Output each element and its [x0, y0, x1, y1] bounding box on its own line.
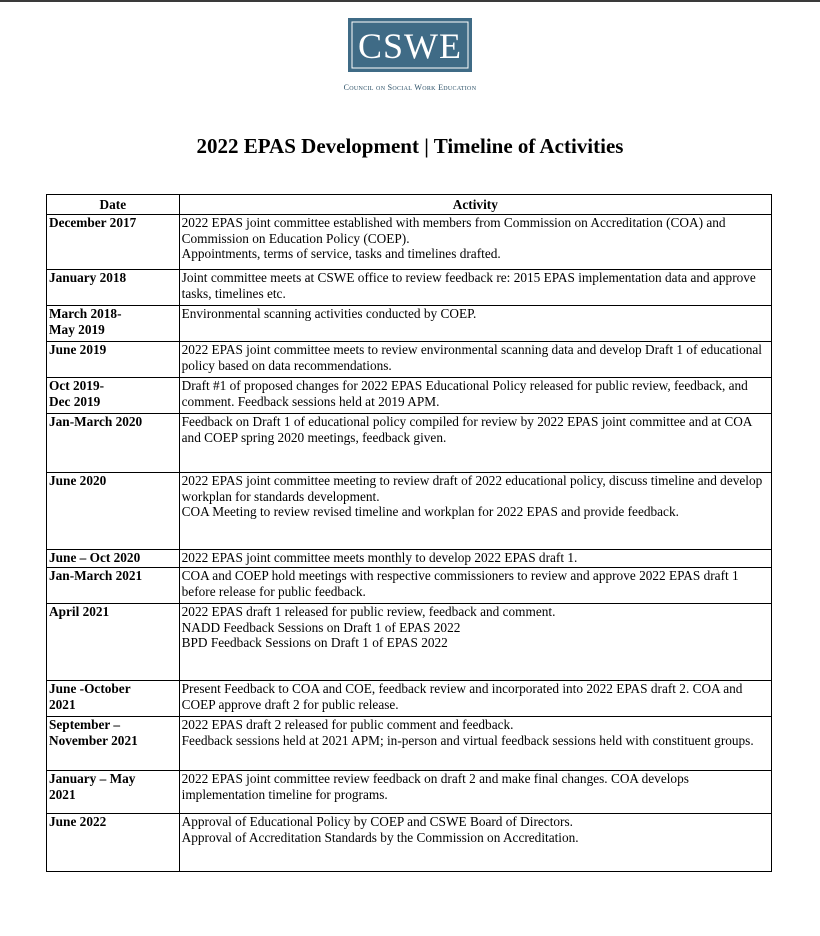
table-row	[47, 342, 772, 378]
date-line: January 2018	[49, 270, 127, 285]
date-line: Jan-March 2020	[49, 414, 143, 429]
table-row	[47, 215, 772, 270]
activity-cell	[179, 215, 771, 270]
date-line: Jan-March 2021	[49, 568, 143, 583]
date-line: June – Oct 2020	[49, 550, 141, 565]
top-border	[0, 0, 820, 2]
date-cell	[47, 414, 180, 473]
activity-cell	[179, 270, 771, 306]
activity-cell	[179, 814, 771, 872]
activity-line: BPD Feedback Sessions on Draft 1 of EPAS 2022	[181, 635, 448, 650]
logo-subtitle: Council on Social Work Education	[343, 83, 477, 92]
date-line: June 2019	[49, 342, 107, 357]
date-cell	[47, 473, 180, 550]
activity-cell	[179, 378, 771, 414]
activity-line: NADD Feedback Sessions on Draft 1 of EPAS 2022	[181, 619, 461, 635]
activity-line: Feedback sessions held at 2021 APM; in-person and virtual feedback sessions held with constituent groups.	[181, 732, 754, 748]
date-line: Oct 2019-	[49, 378, 105, 393]
logo-header	[0, 18, 820, 92]
activity-line: 2022 EPAS draft 2 released for public comment and feedback.	[181, 717, 514, 732]
date-cell	[47, 681, 180, 717]
activity-line: Feedback on Draft 1 of educational policy compiled for review by 2022 EPAS joint committee and at COA and COEP spring 2020 meetings, feedback given.	[181, 414, 752, 445]
activity-line: Environmental scanning activities conducted by COEP.	[181, 306, 477, 321]
activity-cell	[179, 681, 771, 717]
page-title: 2022 EPAS Development | Timeline of Activities	[196, 134, 624, 158]
table-row	[47, 771, 772, 814]
date-line: Dec 2019	[49, 393, 101, 409]
activity-cell	[179, 414, 771, 473]
date-line: September –	[49, 717, 121, 732]
activity-line: COA Meeting to review revised timeline and workplan for 2022 EPAS and provide feedback.	[181, 504, 679, 519]
activity-line: 2022 EPAS joint committee meets to review environmental scanning data and develop Draft 1 of educational policy based on data recommendations.	[181, 342, 762, 373]
table-row	[47, 568, 772, 604]
table-body	[47, 215, 772, 872]
date-line: June 2022	[49, 814, 107, 829]
timeline-table	[46, 194, 772, 872]
activity-line: Appointments, terms of service, tasks and timelines drafted.	[181, 246, 501, 261]
activity-cell	[179, 550, 771, 568]
date-line: 2021	[49, 786, 76, 802]
table-row	[47, 378, 772, 414]
date-line: 2021	[49, 696, 76, 712]
logo-graphic	[348, 18, 472, 72]
date-line: December 2017	[49, 215, 137, 230]
activity-line: Present Feedback to COA and COE, feedback review and incorporated into 2022 EPAS draft 2. COA and COEP approve draft 2 for public release.	[181, 681, 743, 712]
table-row	[47, 270, 772, 306]
date-line: May 2019	[49, 321, 105, 337]
activity-cell	[179, 717, 771, 771]
activity-line: Draft #1 of proposed changes for 2022 EPAS Educational Policy released for public review, feedback, and comment. Feedback sessions held at 2019 APM.	[181, 378, 748, 409]
activity-line: 2022 EPAS joint committee established with members from Commission on Accreditation (COA) and Commission on Education Policy (COEP).	[181, 215, 726, 246]
activity-cell	[179, 771, 771, 814]
table-row	[47, 681, 772, 717]
date-cell	[47, 568, 180, 604]
activity-cell	[179, 568, 771, 604]
table-row	[47, 473, 772, 550]
table-row	[47, 717, 772, 771]
table-row	[47, 414, 772, 473]
cswe-logo	[348, 18, 472, 72]
logo-text: CSWE	[357, 26, 463, 66]
activity-cell	[179, 473, 771, 550]
table-row	[47, 550, 772, 568]
date-cell	[47, 342, 180, 378]
activity-line: 2022 EPAS draft 1 released for public review, feedback and comment.	[181, 604, 556, 619]
table-row	[47, 306, 772, 342]
activity-line: Approval of Accreditation Standards by the Commission on Accreditation.	[181, 829, 579, 845]
date-line: April 2021	[49, 604, 110, 619]
date-cell	[47, 771, 180, 814]
date-cell	[47, 717, 180, 771]
activity-cell	[179, 604, 771, 681]
date-cell	[47, 814, 180, 872]
date-cell	[47, 378, 180, 414]
activity-line: 2022 EPAS joint committee review feedback on draft 2 and make final changes. COA develops implementation timeline for programs.	[181, 771, 689, 802]
date-cell	[47, 215, 180, 270]
table-header-row	[47, 195, 772, 215]
table-row	[47, 814, 772, 872]
activity-line: 2022 EPAS joint committee meeting to review draft of 2022 educational policy, discuss timeline and develop workplan for standards development.	[181, 473, 763, 504]
header-activity: Activity	[179, 195, 771, 215]
date-line: November 2021	[49, 732, 138, 748]
header-date: Date	[47, 195, 180, 215]
activity-cell	[179, 306, 771, 342]
activity-cell	[179, 342, 771, 378]
date-cell	[47, 306, 180, 342]
date-cell	[47, 550, 180, 568]
activity-line: COA and COEP hold meetings with respective commissioners to review and approve 2022 EPAS draft 1 before release for public feedback.	[181, 568, 739, 599]
date-line: June 2020	[49, 473, 107, 488]
activity-line: 2022 EPAS joint committee meets monthly to develop 2022 EPAS draft 1.	[181, 550, 578, 565]
date-line: March 2018-	[49, 306, 122, 321]
activity-line: Approval of Educational Policy by COEP and CSWE Board of Directors.	[181, 814, 573, 829]
date-line: January – May	[49, 771, 136, 786]
date-cell	[47, 604, 180, 681]
activity-line: Joint committee meets at CSWE office to review feedback re: 2015 EPAS implementation data and approve tasks, timelines etc.	[181, 270, 756, 301]
date-cell	[47, 270, 180, 306]
table-row	[47, 604, 772, 681]
date-line: June -October	[49, 681, 131, 696]
